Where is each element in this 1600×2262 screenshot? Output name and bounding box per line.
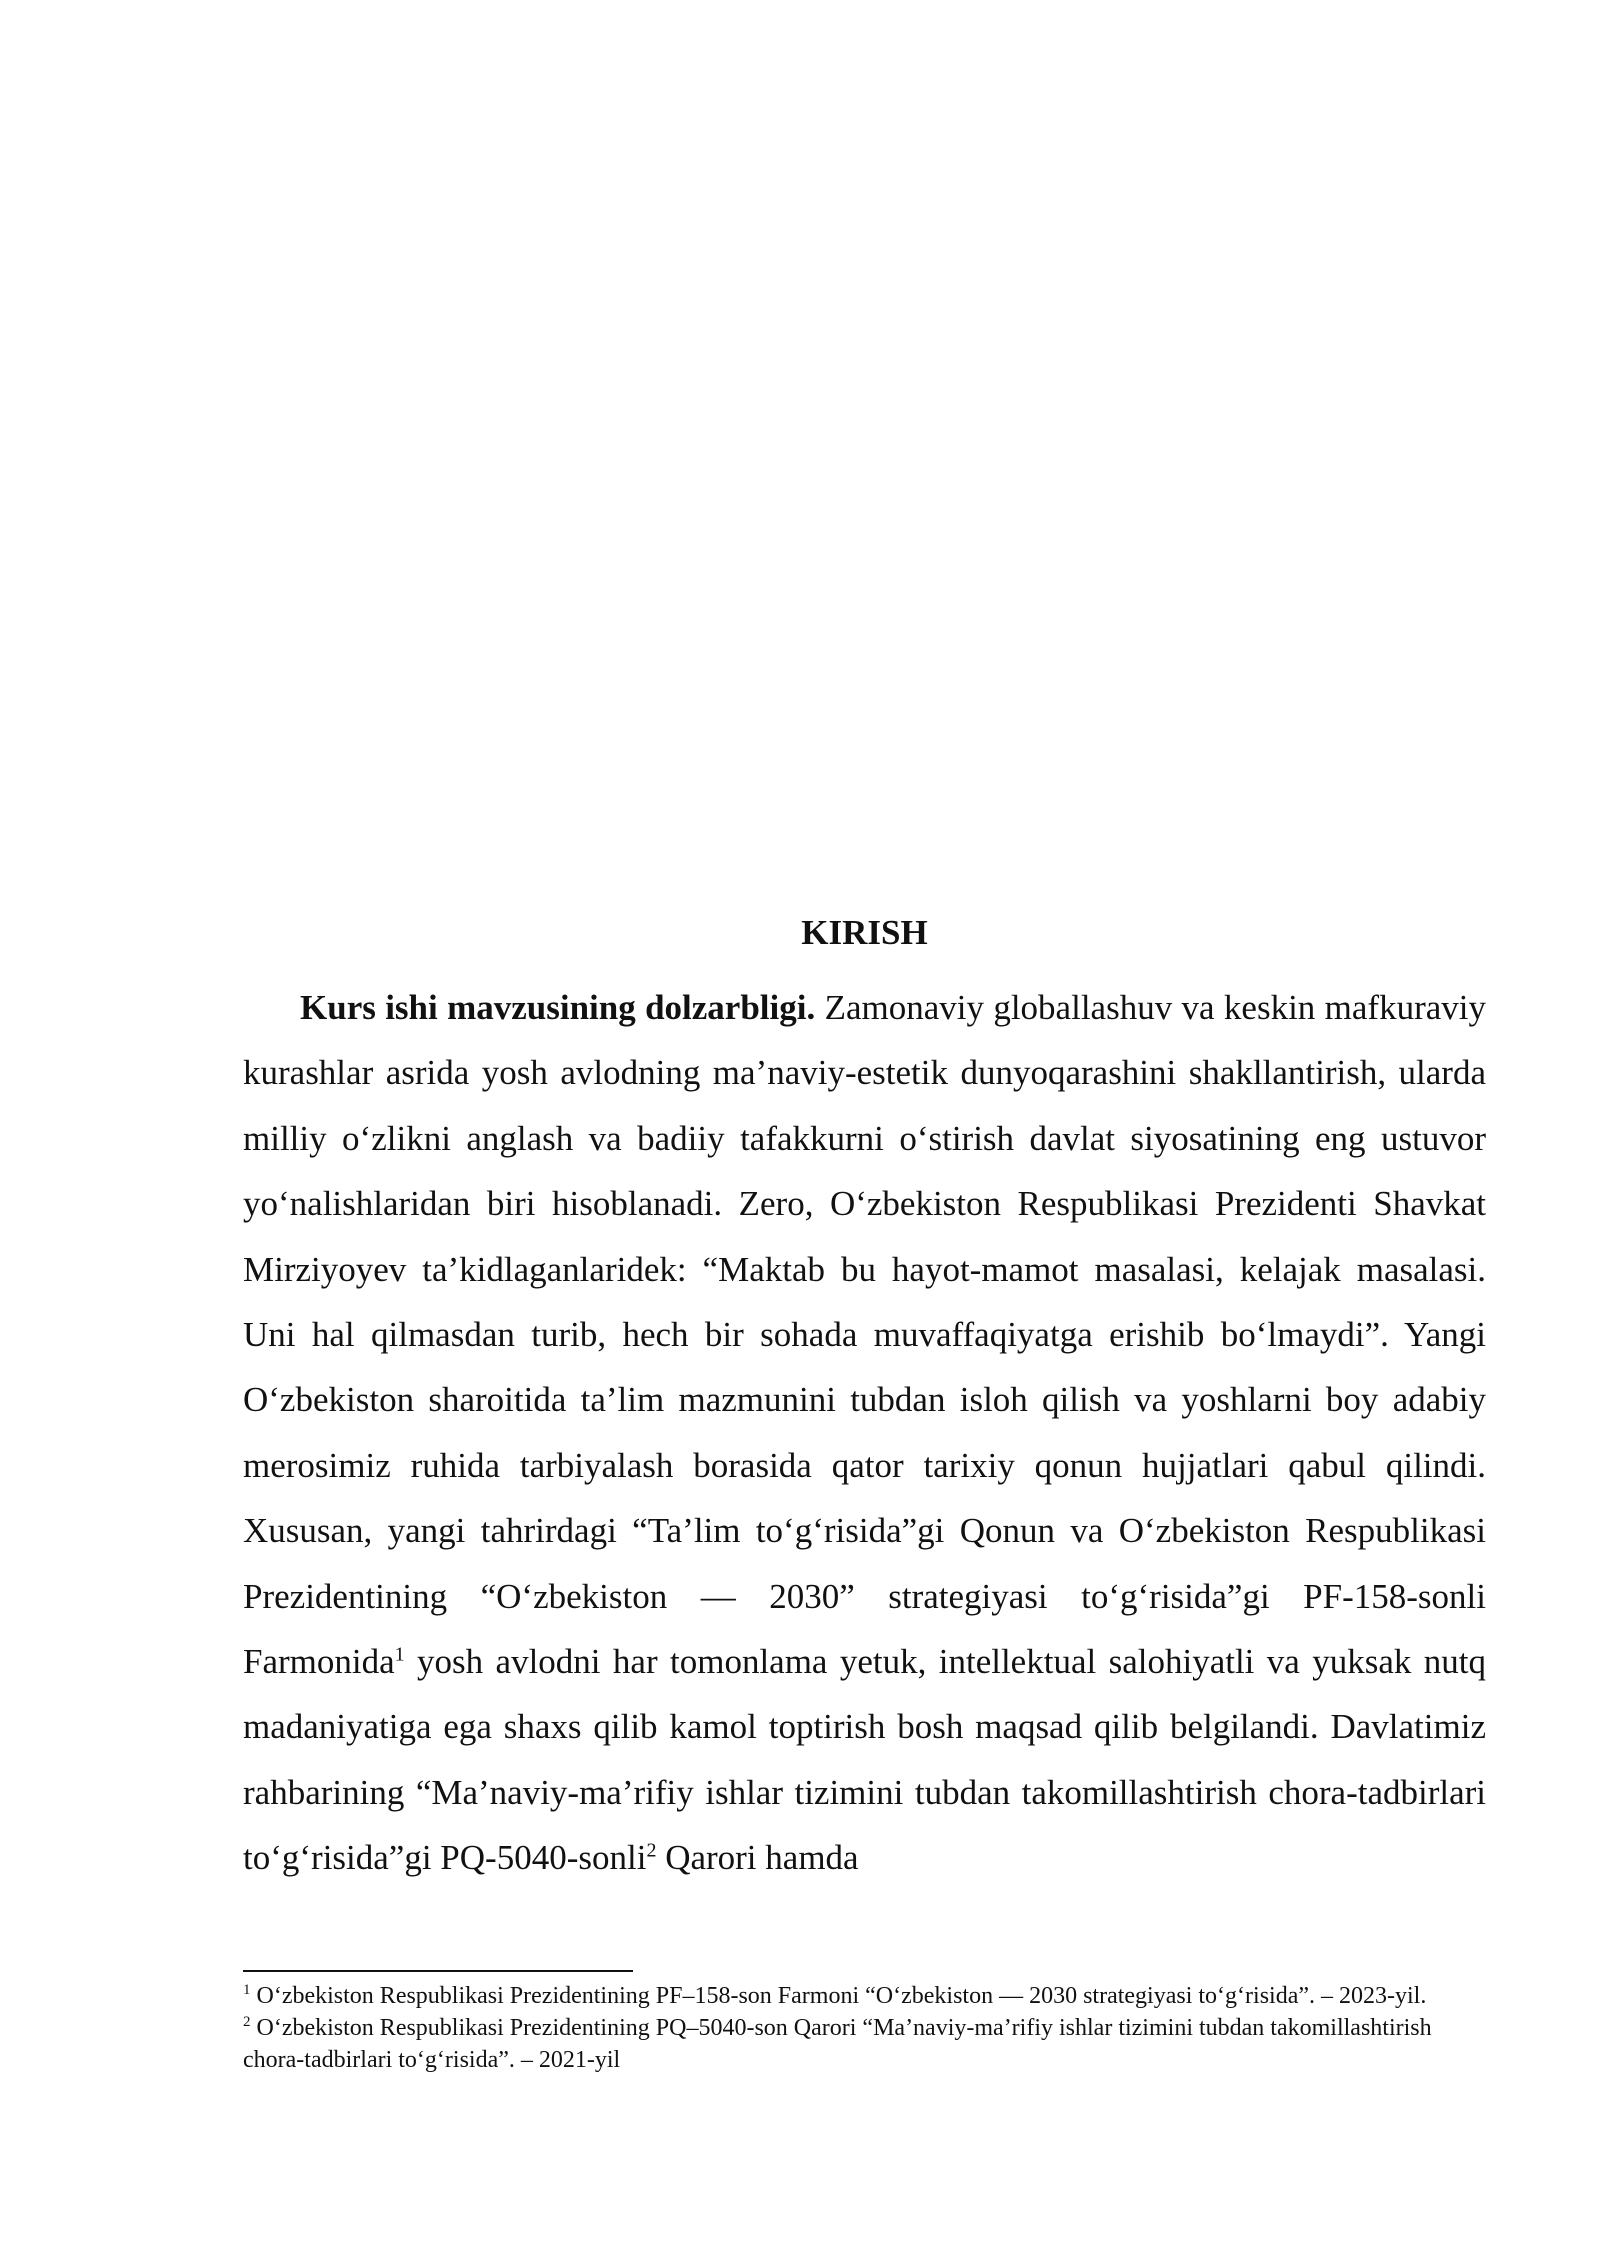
footnote-separator bbox=[243, 1970, 633, 1972]
footnote-1-marker: 1 bbox=[243, 1982, 251, 1998]
footnote-reference-1[interactable]: 1 bbox=[394, 1643, 405, 1666]
paragraph-text-part-2: yosh avlodni har tomonlama yetuk, intellektual salohiyatli va yuksak nutq madaniyatiga ega shaxs qilib kamol toptirish bosh maqsad qilib belgilandi. Davlatimiz rahbarining “Ma’naviy-ma’rifiy ishlar tizimini tubdan takomillashtirish chora-tadbirlari to‘g‘risida”gi PQ-5040-sonli bbox=[243, 1642, 1486, 1878]
section-heading: KIRISH bbox=[801, 913, 928, 952]
footnote-2-marker: 2 bbox=[243, 2014, 251, 2030]
footnote-2 bbox=[243, 2012, 1486, 2076]
paragraph-text-part-3: Qarori hamda bbox=[656, 1838, 859, 1878]
footnote-1-text: O‘zbekiston Respublikasi Prezidentining PF–158-son Farmoni “O‘zbekiston — 2030 strategiyasi to‘g‘risida”. – 2023-yil. bbox=[256, 1983, 1427, 2009]
paragraph-lead: Kurs ishi mavzusining dolzarbligi. bbox=[300, 988, 816, 1027]
paragraph-text-part-1: Zamonaviy globallashuv va keskin mafkuraviy kurashlar asrida yosh avlodning ma’naviy-estetik dunyoqarashini shakllantirish, ularda milliy o‘zlikni anglash va badiiy tafakkurni o‘stirish davlat siyosatining eng ustuvor yo‘nalishlaridan biri hisoblanadi. Zero, O‘zbekiston Respublikasi Prezidenti Shavkat Mirziyoyev ta’kidlaganlaridek: “Maktab bu hayot-mamot masalasi, kelajak masalasi. Uni hal qilmasdan turib, hech bir sohada muvaffaqiyatga erishib bo‘lmaydi”. Yangi O‘zbekiston sharoitida ta’lim mazmunini tubdan isloh qilish va yoshlarni boy adabiy merosimiz ruhida tarbiyalash borasida qator tarixiy qonun hujjatlari qabul qilindi. Xususan, yangi tahrirdagi “Ta’lim to‘g‘risida”gi Qonun va O‘zbekiston Respublikasi Prezidentining “O‘zbekiston — 2030” strategiyasi to‘g‘risida”gi PF-158-sonli Farmonida bbox=[243, 988, 1486, 1682]
footnote-2-text: O‘zbekiston Respublikasi Prezidentining PQ–5040-son Qarori “Ma’naviy-ma’rifiy ishlar tizimini tubdan takomillashtirish chora-tadbirlari to‘g‘risida”. – 2021-yil bbox=[243, 2015, 1432, 2073]
body-paragraph bbox=[243, 975, 1486, 1891]
footnote-reference-2[interactable]: 2 bbox=[646, 1839, 657, 1862]
footnote-1 bbox=[243, 1980, 1486, 2012]
footnotes-section bbox=[243, 1980, 1486, 2076]
